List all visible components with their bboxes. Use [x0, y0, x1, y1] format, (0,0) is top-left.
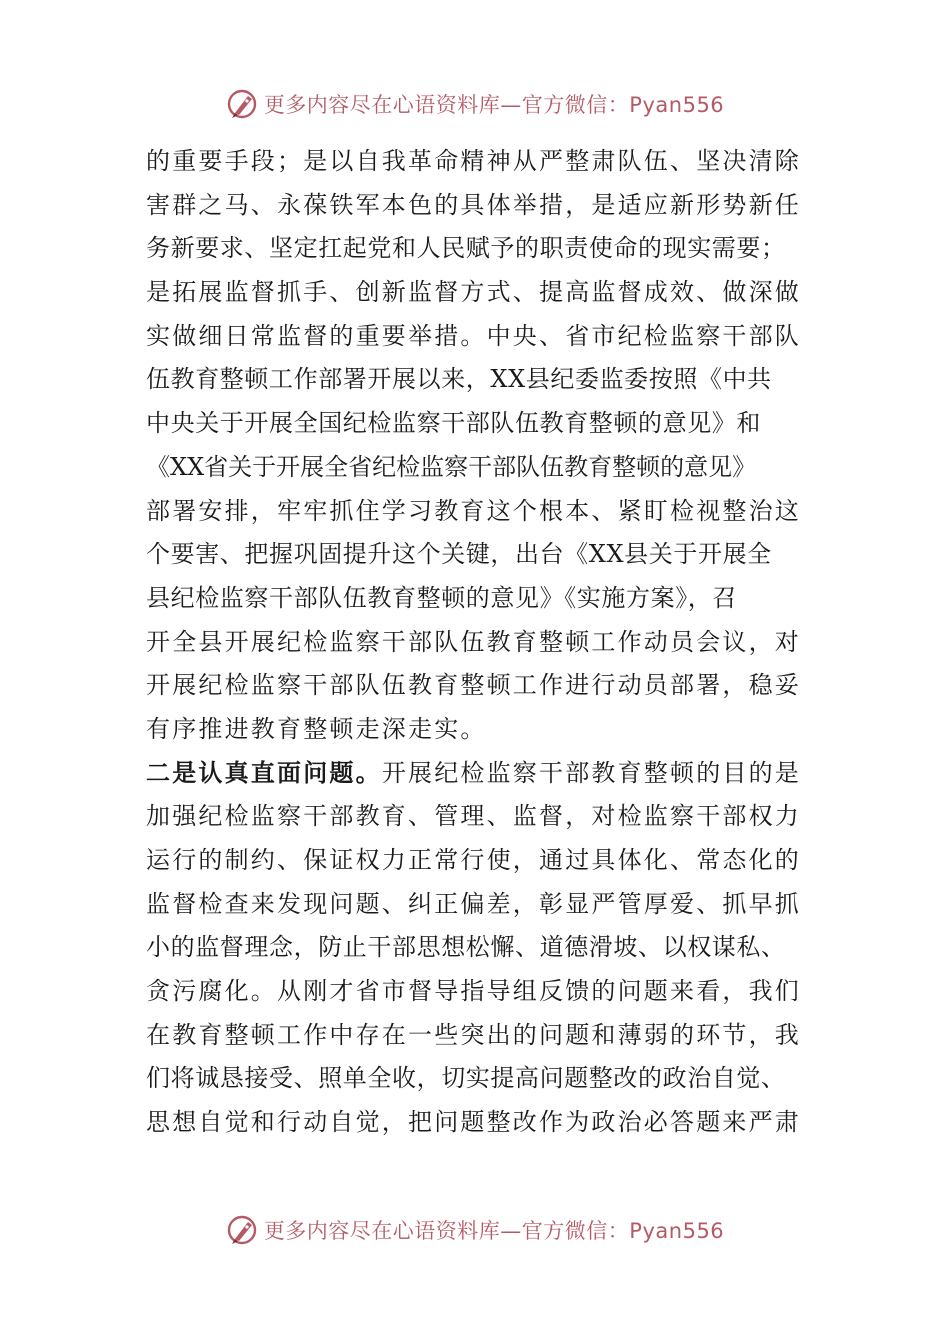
paragraph-line: 运行的制约、保证权力正常行使，通过具体化、常态化的 — [146, 846, 801, 874]
paragraph-line: 实做细日常监督的重要举措。中央、省市纪检监察干部队 — [146, 321, 801, 350]
paragraph-line: 害群之马、永葆铁军本色的具体举措，是适应新形势新任 — [146, 190, 801, 219]
footer-banner — [0, 1210, 950, 1250]
paragraph-line: 部署安排，牢牢抓住学习教育这个根本、紧盯检视整治这 — [146, 496, 801, 525]
footer-banner-text: 更多内容尽在心语资料库—官方微信：Pyan556 — [263, 1219, 725, 1243]
paragraph-line: 小的监督理念，防止干部思想松懈、道德滑坡、以权谋私、 — [146, 933, 786, 962]
paragraph-line: 中央关于开展全国纪检监察干部队伍教育整顿的意见》和 — [146, 409, 761, 438]
paragraph-line: 在教育整顿工作中存在一些突出的问题和薄弱的环节，我 — [146, 1020, 801, 1049]
paragraph-line: 是拓展监督抓手、创新监督方式、提高监督成效、做深做 — [146, 278, 801, 307]
section-2-heading: 二是认真直面问题。 — [146, 758, 382, 787]
header-banner-text: 更多内容尽在心语资料库—官方微信：Pyan556 — [263, 93, 725, 117]
pen-nib-logo-icon — [226, 1213, 260, 1247]
paragraph-line: 贪污腐化。从刚才省市督导指导组反馈的问题来看，我们 — [146, 977, 801, 1006]
paragraph-line: 有序推进教育整顿走深走实。 — [146, 714, 487, 743]
pen-nib-logo-icon — [226, 87, 260, 121]
paragraph-line: 务新要求、坚定扛起党和人民赋予的职责使命的现实需要； — [146, 234, 786, 263]
paragraph-line: 个要害、把握巩固提升这个关键，出台《XX县关于开展全 — [146, 540, 772, 569]
paragraph-line: 开全县开展纪检监察干部队伍教育整顿工作动员会议，对 — [146, 627, 801, 656]
paragraph-line: 开展纪检监察干部队伍教育整顿工作进行动员部署，稳妥 — [146, 671, 801, 700]
paragraph-line: 加强纪检监察干部教育、管理、监督，对检监察干部权力 — [146, 802, 801, 831]
paragraph-line: 县纪检监察干部队伍教育整顿的意见》《实施方案》，召 — [146, 583, 737, 612]
paragraph-line: 伍教育整顿工作部署开展以来，XX县纪委监委按照《中共 — [146, 365, 772, 394]
paragraph-line: 《XX省关于开展全省纪检监察干部队伍教育整顿的意见》 — [146, 452, 757, 481]
header-banner — [0, 84, 950, 124]
paragraph-line: 思想自觉和行动自觉，把问题整改作为政治必答题来严肃 — [146, 1108, 801, 1137]
paragraph-line: 的重要手段；是以自我革命精神从严整肃队伍、坚决清除 — [146, 147, 801, 175]
paragraph-line: 们将诚恳接受、照单全收，切实提高问题整改的政治自觉、 — [146, 1064, 786, 1093]
section-2-first-line-text: 开展纪检监察干部教育整顿的目的是 — [381, 758, 802, 787]
document-body — [146, 140, 806, 1145]
section-2-first-line — [146, 752, 806, 796]
paragraph-line: 监督检查来发现问题、纠正偏差，彰显严管厚爱、抓早抓 — [146, 889, 801, 918]
